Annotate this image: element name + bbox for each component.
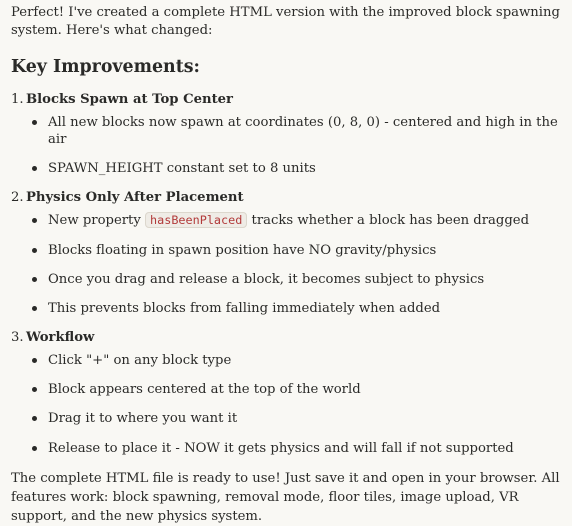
section-3-title bbox=[11, 329, 566, 346]
list-item bbox=[11, 410, 566, 427]
list-item-text: All new blocks now spawn at coordinates (0, 8, 0) - centered and high in the air bbox=[48, 114, 558, 147]
list-item bbox=[11, 352, 566, 369]
list-item bbox=[11, 212, 566, 229]
bullet-dot bbox=[32, 277, 37, 282]
list-item-text-before-code: New property bbox=[48, 213, 146, 229]
section-title-text: Blocks Spawn at Top Center bbox=[26, 91, 233, 107]
list-item bbox=[11, 114, 566, 148]
intro-paragraph: Perfect! I've created a complete HTML version with the improved block spawning system. Here's what changed: bbox=[11, 5, 560, 39]
list-item-text: Click "+" on any block type bbox=[48, 353, 232, 369]
section-1-bullets bbox=[11, 114, 566, 177]
list-item-text: Block appears centered at the top of the world bbox=[48, 382, 361, 398]
list-item bbox=[11, 300, 566, 317]
section-title-text: Physics Only After Placement bbox=[26, 190, 244, 206]
list-item bbox=[11, 381, 566, 398]
key-improvements-heading: Key Improvements: bbox=[11, 56, 200, 77]
list-item-text: Release to place it - NOW it gets physics and will fall if not supported bbox=[48, 440, 514, 456]
list-item-text: Drag it to where you want it bbox=[48, 411, 238, 427]
list-item-text: Blocks floating in spawn position have NO gravity/physics bbox=[48, 242, 437, 258]
section-number: 1. bbox=[11, 91, 24, 107]
section-2-bullets bbox=[11, 212, 566, 317]
improvements-list bbox=[11, 91, 566, 457]
inline-code-hasBeenPlaced: hasBeenPlaced bbox=[145, 212, 247, 228]
section-2-title bbox=[11, 189, 566, 206]
list-item bbox=[11, 160, 566, 177]
bullet-dot bbox=[32, 446, 37, 451]
list-item bbox=[11, 242, 566, 259]
bullet-dot bbox=[32, 358, 37, 363]
section-title-text: Workflow bbox=[26, 330, 95, 345]
list-item-text: This prevents blocks from falling immediately when added bbox=[48, 300, 441, 316]
section-number: 3. bbox=[11, 330, 24, 345]
section-1 bbox=[11, 91, 566, 178]
bullet-dot bbox=[32, 306, 37, 311]
list-item-text-after-code: tracks whether a block has been dragged bbox=[247, 213, 530, 229]
section-number: 2. bbox=[11, 190, 24, 206]
outro-paragraph: The complete HTML file is ready to use! Just save it and open in your browser. All features work: block spawning, removal mode, floor tiles, image upload, VR support, and the new physics system. bbox=[11, 470, 560, 525]
bullet-dot bbox=[32, 166, 37, 171]
bullet-dot bbox=[32, 387, 37, 392]
bullet-dot bbox=[32, 218, 37, 223]
bullet-dot bbox=[32, 416, 37, 421]
section-2 bbox=[11, 189, 566, 317]
section-1-title bbox=[11, 91, 566, 108]
list-item-text: Once you drag and release a block, it becomes subject to physics bbox=[48, 271, 485, 287]
section-3 bbox=[11, 329, 566, 457]
section-3-bullets bbox=[11, 352, 566, 457]
list-item bbox=[11, 271, 566, 288]
bullet-dot bbox=[32, 120, 37, 125]
list-item-text: SPAWN_HEIGHT constant set to 8 units bbox=[48, 161, 316, 177]
list-item bbox=[11, 440, 566, 457]
bullet-dot bbox=[32, 248, 37, 253]
